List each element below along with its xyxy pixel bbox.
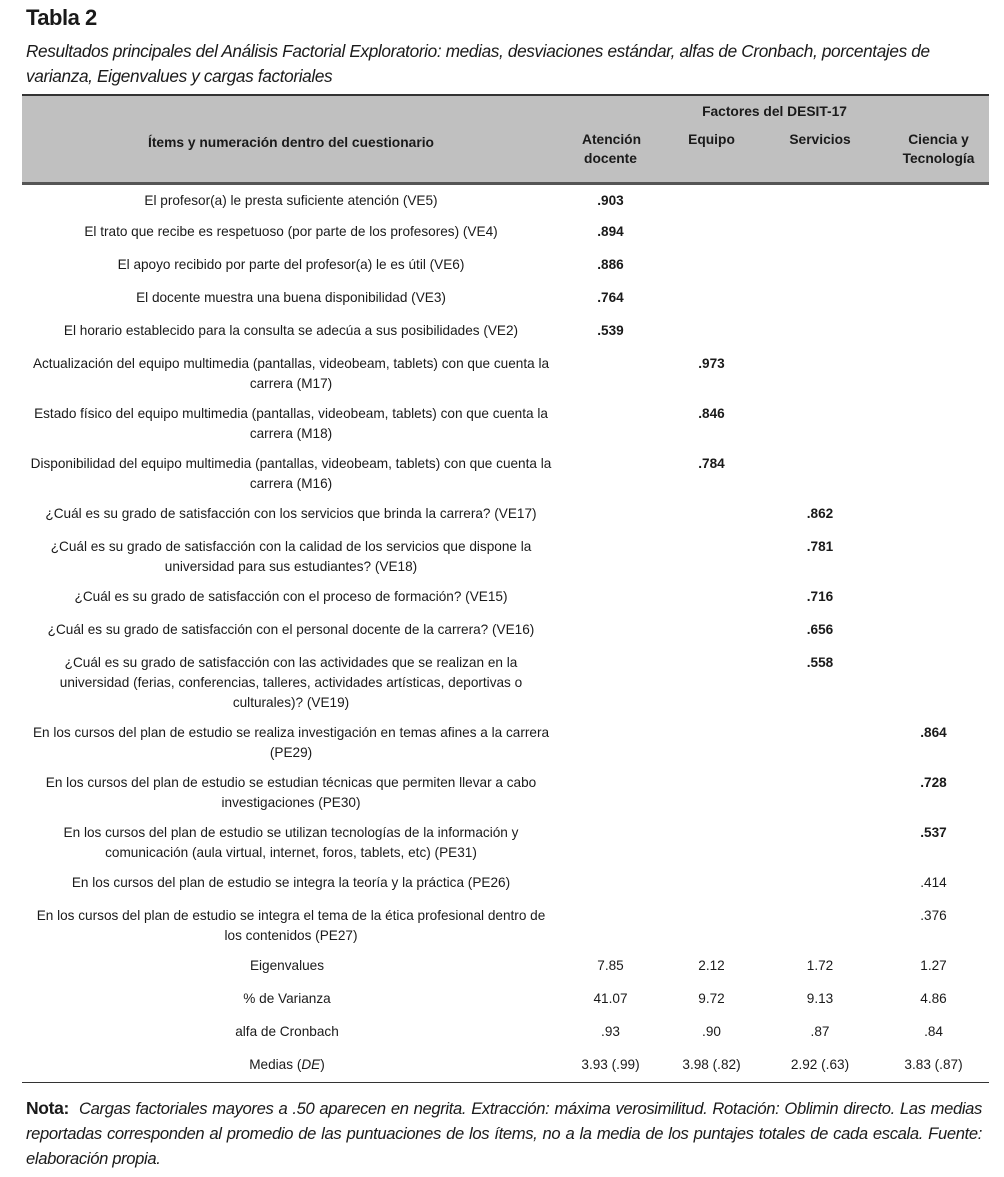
empty-cell (560, 448, 661, 498)
loading-cell: .764 (597, 290, 624, 305)
empty-cell (762, 448, 878, 498)
table-row (22, 867, 989, 900)
stat-label (22, 983, 560, 1016)
item-cell: En los cursos del plan de estudio se integra la teoría y la práctica (PE26) (71, 875, 511, 890)
empty-cell (878, 498, 989, 531)
empty-cell (878, 614, 989, 647)
loading-cell: .784 (698, 456, 725, 471)
item-cell: El trato que recibe es respetuoso (por parte de los profesores) (VE4) (84, 224, 498, 239)
loading-cell: .728 (920, 775, 947, 790)
empty-cell (560, 581, 661, 614)
item-cell: ¿Cuál es su grado de satisfacción con los servicios que brinda la carrera? (VE17) (45, 506, 537, 521)
table-row (22, 448, 989, 498)
loading-cell: .539 (597, 323, 624, 338)
table-row (22, 282, 989, 315)
table-row (22, 216, 989, 249)
loading-cell: .537 (920, 825, 947, 840)
empty-cell (661, 717, 762, 767)
empty-cell (661, 867, 762, 900)
header-row-group (22, 95, 989, 125)
stat-row (22, 1016, 989, 1049)
stat-value: .90 (702, 1024, 721, 1039)
stat-value: 3.83 (.87) (878, 1049, 989, 1082)
empty-cell (762, 315, 878, 348)
empty-cell (560, 767, 661, 817)
item-cell: El docente muestra una buena disponibilidad (VE3) (136, 290, 446, 305)
empty-cell (762, 398, 878, 448)
loading-cell: .846 (698, 406, 725, 421)
empty-cell (878, 282, 989, 315)
empty-cell (878, 581, 989, 614)
empty-cell (661, 767, 762, 817)
empty-cell (661, 183, 762, 216)
item-cell: En los cursos del plan de estudio se utilizan tecnologías de la información y comunicación (aula virtual, internet, foros, tablets, etc) (PE31) (63, 825, 519, 860)
loading-cell: .781 (806, 539, 834, 554)
stat-value: 7.85 (597, 958, 624, 973)
table-row (22, 581, 989, 614)
empty-cell (661, 531, 762, 581)
note-text: Cargas factoriales mayores a .50 aparecen en negrita. Extracción: máxima verosimilitud. Rotación: Oblimin directo. Las medias reportadas corresponden al promedio de las puntuaciones de los ítems, no a la media de los puntajes totales de cada escala. Fuente: elaboración propia. (26, 1099, 982, 1168)
empty-cell (661, 315, 762, 348)
item-cell: Actualización del equipo multimedia (pantallas, videobeam, tablets) con que cuenta la carrera (M17) (32, 356, 550, 391)
stat-label-text: Eigenvalues (249, 958, 325, 973)
empty-cell (762, 348, 878, 398)
empty-cell (762, 282, 878, 315)
item-cell: En los cursos del plan de estudio se realiza investigación en temas afines a la carrera (PE29) (32, 725, 550, 760)
table-row (22, 249, 989, 282)
empty-cell (560, 498, 661, 531)
stat-value: 1.27 (920, 958, 947, 973)
table-note (26, 1096, 982, 1171)
empty-cell (762, 767, 878, 817)
stat-label (22, 1016, 560, 1049)
stat-label (22, 1049, 560, 1082)
empty-cell (762, 183, 878, 216)
stat-label-end: ) (320, 1057, 325, 1072)
item-cell: El profesor(a) le presta suficiente atención (VE5) (144, 192, 438, 208)
empty-cell (762, 717, 878, 767)
empty-cell (560, 348, 661, 398)
table-body (22, 183, 989, 1082)
empty-cell (878, 216, 989, 249)
table-row (22, 183, 989, 216)
table-row (22, 614, 989, 647)
loading-cell: .894 (597, 224, 624, 239)
stat-value: 9.72 (698, 991, 725, 1006)
item-cell: El apoyo recibido por parte del profesor(a) le es útil (VE6) (117, 257, 465, 272)
empty-cell (560, 717, 661, 767)
empty-cell (878, 448, 989, 498)
stat-label-text: alfa de Cronbach (235, 1024, 339, 1039)
item-cell: Estado físico del equipo multimedia (pantallas, videobeam, tablets) con que cuenta la carrera (M18) (34, 406, 548, 441)
table-row (22, 315, 989, 348)
empty-cell (661, 216, 762, 249)
empty-cell (560, 867, 661, 900)
stat-label-text: Medias ( (249, 1057, 302, 1072)
empty-cell (878, 531, 989, 581)
loading-cell: .973 (698, 356, 725, 371)
empty-cell (762, 900, 878, 950)
stat-value: 1.72 (806, 958, 834, 973)
factor-header-ciencia: Ciencia y Tecnología (878, 125, 989, 183)
stat-value: 4.86 (920, 991, 947, 1006)
item-cell: El horario establecido para la consulta se adecúa a sus posibilidades (VE2) (63, 323, 519, 338)
table-title: Tabla 2 (26, 5, 97, 30)
loading-cell: .903 (597, 192, 624, 208)
note-label: Nota: (26, 1098, 69, 1118)
empty-cell (878, 249, 989, 282)
empty-cell (878, 647, 989, 717)
empty-cell (661, 282, 762, 315)
empty-cell (661, 817, 762, 867)
stat-label-italic: DE (301, 1057, 321, 1072)
empty-cell (560, 398, 661, 448)
table-row (22, 531, 989, 581)
empty-cell (878, 183, 989, 216)
item-column-header: Ítems y numeración dentro del cuestionario (22, 125, 560, 183)
loading-cell: .414 (920, 875, 947, 890)
stat-value: .93 (601, 1024, 620, 1039)
loading-cell: .376 (920, 908, 947, 923)
loading-cell: .716 (806, 589, 834, 604)
stat-row (22, 1049, 989, 1082)
factor-header-servicios: Servicios (762, 125, 878, 183)
factor-analysis-table (22, 94, 989, 1083)
table-row (22, 900, 989, 950)
item-cell: ¿Cuál es su grado de satisfacción con el proceso de formación? (VE15) (74, 589, 508, 604)
table-row (22, 348, 989, 398)
stat-value: 3.98 (.82) (661, 1049, 762, 1082)
item-cell: ¿Cuál es su grado de satisfacción con el personal docente de la carrera? (VE16) (47, 622, 535, 637)
loading-cell: .862 (806, 506, 834, 521)
item-cell: En los cursos del plan de estudio se integra el tema de la ética profesional dentro de los contenidos (PE27) (36, 908, 546, 943)
loading-cell: .558 (806, 655, 834, 670)
empty-cell (560, 647, 661, 717)
empty-cell (762, 249, 878, 282)
empty-cell (762, 216, 878, 249)
table-row (22, 498, 989, 531)
empty-cell (878, 348, 989, 398)
group-header: Factores del DESIT-17 (560, 95, 989, 125)
stat-row (22, 950, 989, 983)
stat-value: 3.93 (.99) (560, 1049, 661, 1082)
empty-cell (560, 531, 661, 581)
empty-cell (661, 614, 762, 647)
empty-cell (878, 398, 989, 448)
table-row (22, 717, 989, 767)
loading-cell: .864 (920, 725, 947, 740)
empty-cell (661, 900, 762, 950)
empty-cell (762, 867, 878, 900)
loading-cell: .886 (597, 257, 624, 272)
empty-cell (661, 249, 762, 282)
stat-label (22, 950, 560, 983)
table-caption: Resultados principales del Análisis Factorial Exploratorio: medias, desviaciones estándar, alfas de Cronbach, porcentajes de varianza, Eigenvalues y cargas factoriales (26, 41, 930, 86)
item-cell: En los cursos del plan de estudio se estudian técnicas que permiten llevar a cabo investigaciones (PE30) (45, 775, 537, 810)
factor-header-equipo: Equipo (661, 125, 762, 183)
empty-cell (661, 498, 762, 531)
table-row (22, 767, 989, 817)
loading-cell: .656 (806, 622, 834, 637)
stat-value: 2.92 (.63) (762, 1049, 878, 1082)
empty-cell (878, 315, 989, 348)
stat-value: 9.13 (806, 991, 834, 1006)
header-empty-cell (22, 95, 560, 125)
item-cell: ¿Cuál es su grado de satisfacción con las actividades que se realizan en la universidad (ferias, conferencias, talleres, actividades artísticas, deportivas o culturales)? (VE19) (59, 655, 523, 710)
stat-value: .84 (924, 1024, 943, 1039)
empty-cell (661, 647, 762, 717)
empty-cell (560, 900, 661, 950)
table-row (22, 398, 989, 448)
table-row (22, 817, 989, 867)
empty-cell (762, 817, 878, 867)
stat-row (22, 983, 989, 1016)
empty-cell (560, 614, 661, 647)
empty-cell (661, 581, 762, 614)
header-row-columns (22, 125, 989, 183)
stat-value: 41.07 (593, 991, 628, 1006)
item-cell: Disponibilidad del equipo multimedia (pantallas, videobeam, tablets) con que cuenta la carrera (M16) (30, 456, 552, 491)
table-row (22, 647, 989, 717)
stat-value: 2.12 (698, 958, 725, 973)
empty-cell (560, 817, 661, 867)
stat-label-text: % de Varianza (243, 991, 331, 1006)
stat-value: .87 (810, 1024, 830, 1039)
item-cell: ¿Cuál es su grado de satisfacción con la calidad de los servicios que dispone la universidad para sus estudiantes? (VE18) (50, 539, 532, 574)
factor-header-atencion: Atención docente (560, 125, 661, 183)
